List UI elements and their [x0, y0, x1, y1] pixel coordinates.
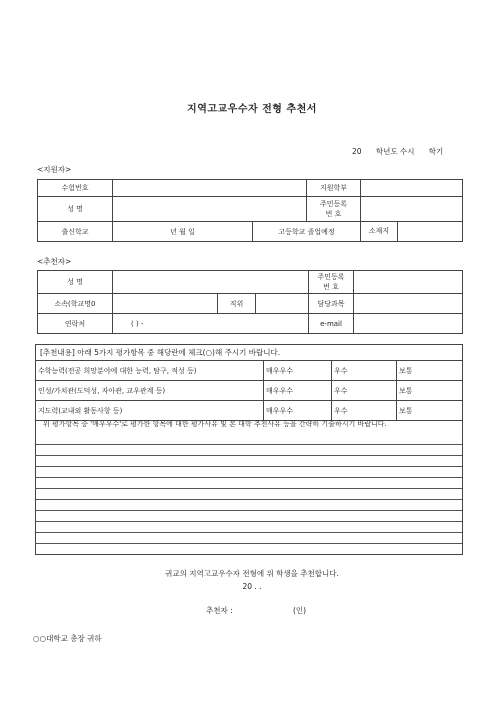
- subject-field[interactable]: [354, 294, 463, 314]
- applicant-rrn-label: [307, 197, 361, 222]
- recommendation-header: [추천내용] 아래 5가지 평가항목 중 해당란에 체크(○)해 주시기 바랍니다.: [40, 348, 281, 357]
- affiliation-field[interactable]: [113, 294, 218, 314]
- applicant-rrn-label-line1: 주민등록: [320, 200, 348, 208]
- applicant-table: [37, 179, 463, 242]
- email-label: e-mail: [309, 314, 354, 334]
- graduation-label: 고등학교 졸업예정: [253, 222, 361, 242]
- recommender-section-label: <추천자>: [37, 257, 72, 266]
- applicant-section-label: <지원자>: [37, 165, 72, 174]
- writing-line[interactable]: [35, 521, 462, 522]
- phone-field[interactable]: ( ) -: [113, 314, 309, 334]
- rating-good-option[interactable]: 우수: [332, 361, 397, 381]
- writing-line[interactable]: [35, 477, 462, 478]
- position-label: 직위: [218, 294, 256, 314]
- recommender-name-field[interactable]: [113, 271, 309, 294]
- recommender-rrn-label: [309, 271, 354, 294]
- dept-label: 지원학부: [307, 180, 361, 197]
- academic-year-line: 20 학년도 수시 학기: [352, 147, 444, 156]
- recommender-signature-label: 추천자 :: [206, 606, 233, 615]
- applicant-name-label: 성 명: [38, 197, 113, 222]
- criteria-row: [36, 401, 463, 421]
- position-field[interactable]: [256, 294, 309, 314]
- rating-good-option[interactable]: 우수: [332, 401, 397, 421]
- criteria-label: 지도력(교내외 활동사항 등): [36, 401, 264, 421]
- rating-average-option[interactable]: 보통: [397, 381, 463, 401]
- writing-line[interactable]: [35, 499, 462, 500]
- location-label: 소재지: [361, 222, 398, 241]
- location-cell[interactable]: [361, 222, 463, 242]
- subject-label: 담당과목: [309, 294, 354, 314]
- graduation-date-field[interactable]: 년 월 일: [113, 222, 253, 242]
- writing-line[interactable]: [35, 444, 462, 445]
- recommender-name-label: 성 명: [38, 271, 113, 294]
- writing-line[interactable]: [35, 488, 462, 489]
- writing-line[interactable]: [35, 532, 462, 533]
- rating-average-option[interactable]: 보통: [397, 401, 463, 421]
- exam-no-label: 수험번호: [38, 180, 113, 197]
- writing-line[interactable]: [35, 543, 462, 544]
- recommendation-statement: 귀교의 지역고교우수자 전형에 위 학생을 추천합니다.: [165, 569, 339, 578]
- applicant-name-field[interactable]: [113, 197, 307, 222]
- rating-good-option[interactable]: 우수: [332, 381, 397, 401]
- email-field[interactable]: [354, 314, 463, 334]
- rating-excellent-option[interactable]: 매우우수: [264, 401, 332, 421]
- applicant-rrn-label-line2: 번 호: [325, 210, 342, 218]
- criteria-row: [36, 361, 463, 381]
- recommender-rrn-label-line1: 주민등록: [317, 273, 345, 281]
- criteria-label: 수학능력(전공 희망분야에 대한 능력, 탐구, 적성 등): [36, 361, 264, 381]
- recommender-table: [37, 270, 463, 334]
- writing-line[interactable]: [35, 510, 462, 511]
- recommender-rrn-field[interactable]: [354, 271, 463, 294]
- affiliation-label: 소속(학교명0: [38, 294, 113, 314]
- criteria-table: [35, 360, 463, 421]
- evaluation-note: 위 평가항목 중 '매우우수'로 평가한 항목에 대한 평가사유 및 본 대학 추천사유 등을 간략히 기술하시기 바랍니다.: [43, 420, 387, 428]
- writing-line[interactable]: [35, 466, 462, 467]
- addressee: ○○대학교 총장 귀하: [33, 634, 102, 643]
- rating-average-option[interactable]: 보통: [397, 361, 463, 381]
- recommender-rrn-label-line2: 번 호: [323, 283, 339, 291]
- criteria-label: 인성/가치관(도덕성, 자아관, 교우관계 등): [36, 381, 264, 401]
- school-label: 출신학교: [38, 222, 113, 242]
- rating-excellent-option[interactable]: 매우우수: [264, 361, 332, 381]
- page-title: 지역고교우수자 전형 추천서: [187, 104, 317, 115]
- contact-label: 연락처: [38, 314, 113, 334]
- applicant-rrn-field[interactable]: [361, 197, 463, 222]
- exam-no-field[interactable]: [113, 180, 307, 197]
- criteria-row: [36, 381, 463, 401]
- seal-mark[interactable]: (인): [293, 606, 307, 615]
- rating-excellent-option[interactable]: 매우우수: [264, 381, 332, 401]
- writing-line[interactable]: [35, 455, 462, 456]
- dept-field[interactable]: [361, 180, 463, 197]
- signature-date[interactable]: 20 . .: [242, 582, 262, 591]
